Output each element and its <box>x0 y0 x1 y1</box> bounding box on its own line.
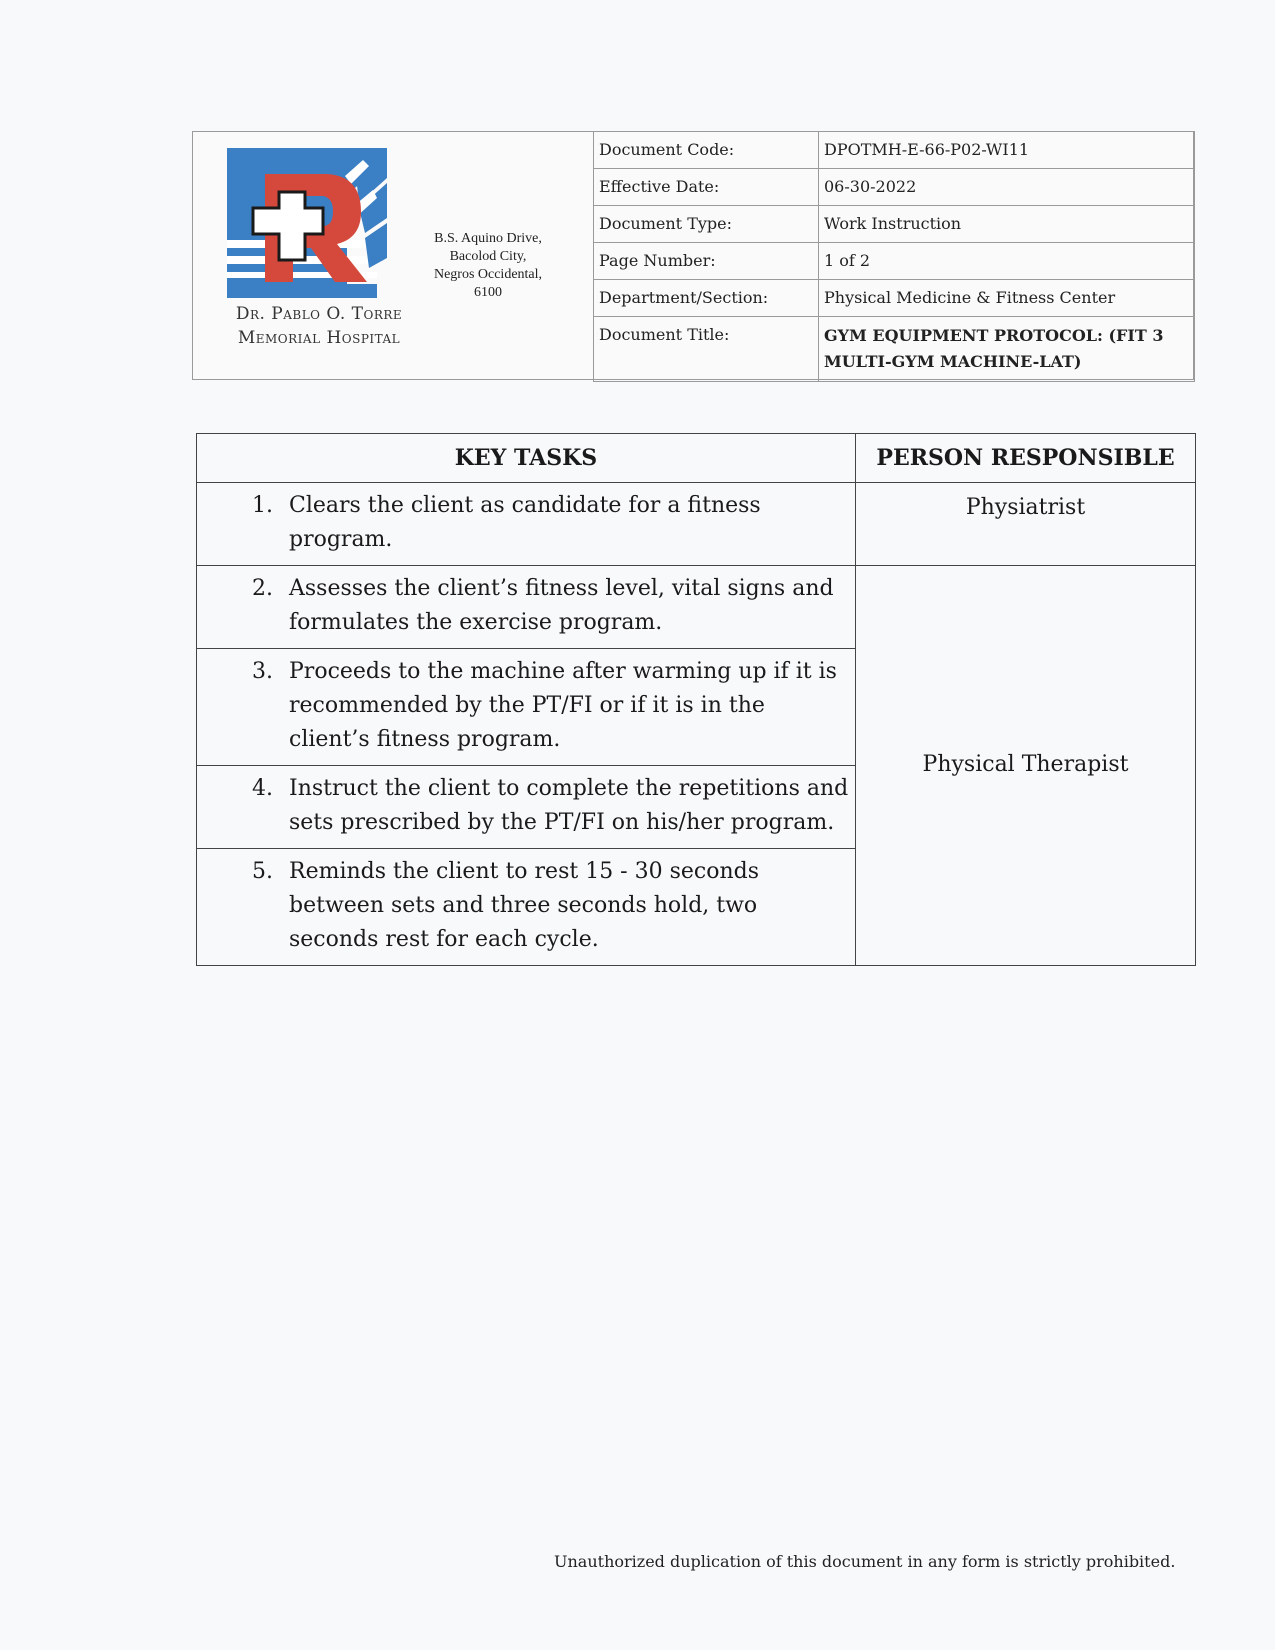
person-responsible-header: PERSON RESPONSIBLE <box>856 434 1196 483</box>
page-number-label: Page Number: <box>594 243 819 280</box>
address-line: Negros Occidental, <box>433 267 543 282</box>
task-text: Reminds the client to rest 15 - 30 seconds between sets and three seconds hold, two seconds rest for each cycle. <box>289 859 760 952</box>
key-tasks-table <box>196 433 1196 966</box>
document-code-label: Document Code: <box>594 132 819 169</box>
task-row <box>197 649 856 766</box>
hospital-address <box>418 230 558 302</box>
task-number: 5. <box>252 859 273 884</box>
task-row <box>197 849 856 966</box>
hospital-name <box>209 302 429 350</box>
document-type-value: Work Instruction <box>819 206 1195 243</box>
address-line: Bacolod City, <box>449 249 527 264</box>
task-row <box>197 566 856 649</box>
hospital-logo-icon <box>227 148 387 298</box>
address-line: 6100 <box>474 285 502 300</box>
key-tasks-header: KEY TASKS <box>197 434 856 483</box>
department-label: Department/Section: <box>594 280 819 317</box>
task-number: 3. <box>252 659 273 684</box>
document-type-label: Document Type: <box>594 206 819 243</box>
page-number-value: 1 of 2 <box>819 243 1195 280</box>
task-number: 2. <box>252 576 273 601</box>
document-title-label: Document Title: <box>594 317 819 382</box>
task-text: Proceeds to the machine after warming up if it is recommended by the PT/FI or if it is in the client’s fitness program. <box>289 659 837 752</box>
task-text: Assesses the client’s fitness level, vital signs and formulates the exercise program. <box>289 576 834 635</box>
task-text: Instruct the client to complete the repetitions and sets prescribed by the PT/FI on his/her program. <box>289 776 849 835</box>
hospital-name-line1: Dr. Pablo O. Torre <box>235 304 403 324</box>
document-code-value: DPOTMH-E-66-P02-WI11 <box>819 132 1195 169</box>
task-number: 4. <box>252 776 273 801</box>
person-physiatrist: Physiatrist <box>856 483 1196 566</box>
task-row <box>197 483 856 566</box>
department-value: Physical Medicine & Fitness Center <box>819 280 1195 317</box>
task-number: 1. <box>252 493 273 518</box>
task-text: Clears the client as candidate for a fitness program. <box>289 493 761 552</box>
hospital-name-line2: Memorial Hospital <box>237 328 401 348</box>
footer-notice: Unauthorized duplication of this document in any form is strictly prohibited. <box>554 1552 1176 1571</box>
effective-date-label: Effective Date: <box>594 169 819 206</box>
address-line: B.S. Aquino Drive, <box>434 231 542 246</box>
document-header <box>192 131 1194 380</box>
task-row <box>197 766 856 849</box>
document-title-value: GYM EQUIPMENT PROTOCOL: (FIT 3 MULTI-GYM MACHINE-LAT) <box>819 317 1195 382</box>
effective-date-value: 06-30-2022 <box>819 169 1195 206</box>
hospital-branding <box>193 132 593 379</box>
person-physical-therapist: Physical Therapist <box>856 566 1196 966</box>
document-info-table <box>593 131 1195 382</box>
